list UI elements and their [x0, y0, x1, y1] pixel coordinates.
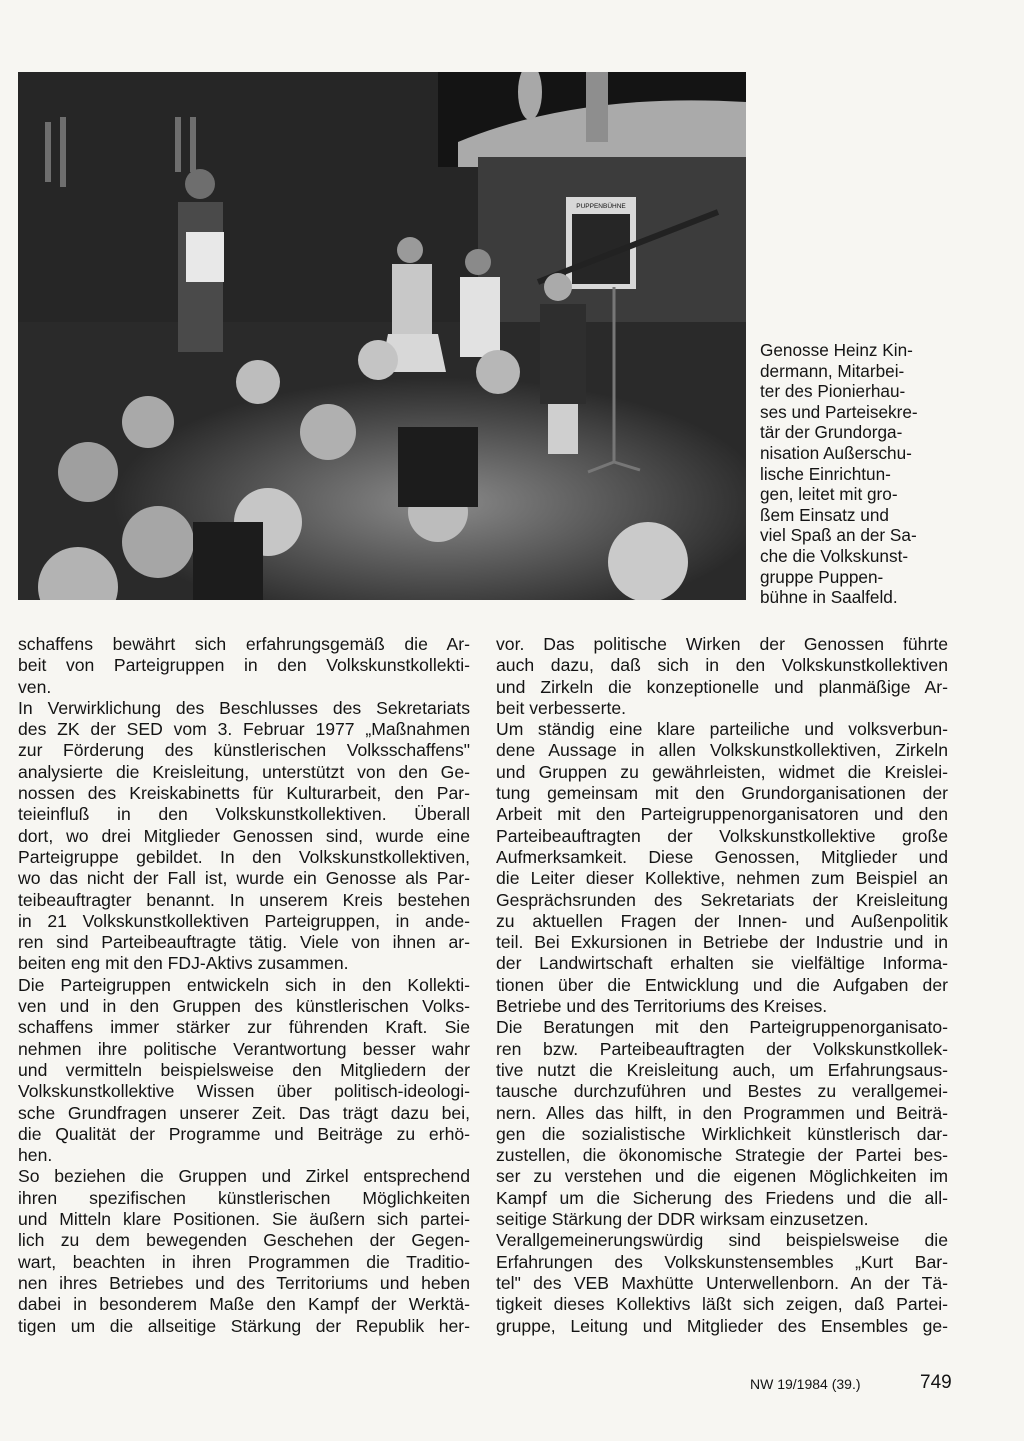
text-line: nossen des Kreiskabinetts für Kulturarbeit, den Par-	[18, 783, 470, 804]
text-line: Betriebe und des Territoriums des Kreises.	[496, 996, 828, 1017]
text-line: teil. Bei Exkursionen in Betriebe der Industrie und in	[496, 932, 948, 953]
text-line: teieinfluß in den Volkskunstkollektiven. Überall	[18, 804, 470, 825]
left-column	[18, 634, 470, 1337]
text-line: gen die sozialistische Wirklichkeit künstlerisch dar-	[496, 1123, 948, 1144]
caption-line: lische Einrichtun-	[760, 463, 891, 484]
caption-line: gruppe Puppen-	[760, 566, 884, 587]
text-line: In Verwirklichung des Beschlusses des Sekretariats	[18, 697, 470, 718]
caption-line: tär der Grundorga-	[760, 422, 903, 443]
caption-line: nisation Außerschu-	[760, 442, 912, 463]
text-line: nern. Alles das hilft, in den Programmen und Beiträ-	[496, 1102, 948, 1123]
text-line: schaffens immer stärker zur führenden Kraft. Sie	[18, 1017, 470, 1038]
text-line: beiten eng mit den FDJ-Aktivs zusammen.	[18, 953, 349, 974]
text-line: ven.	[18, 676, 52, 697]
text-line: Gesprächsrunden des Sekretariats der Kreisleitung	[496, 889, 948, 910]
caption-line: ter des Pionierhau-	[760, 381, 906, 402]
page-number: 749	[920, 1372, 952, 1393]
caption-line: ses und Parteisekre-	[760, 401, 918, 422]
photo	[18, 72, 746, 600]
text-line: tigen um die allseitige Stärkung der Republik her-	[18, 1315, 470, 1336]
text-line: Erfahrungen des Volkskunstensembles „Kurt Bar-	[496, 1251, 948, 1272]
text-line: tigkeit dieses Kollektivs läßt sich zeigen, daß Partei-	[496, 1294, 948, 1315]
text-line: Parteigruppe gebildet. In den Volkskunstkollektiven,	[18, 846, 470, 867]
text-line: tive nutzt die Kreisleitung auch, um Erfahrungsaus-	[496, 1059, 948, 1080]
text-line: und vermitteln beispielsweise den Mitgliedern der	[18, 1059, 470, 1080]
text-line: lich zu dem bewegenden Geschehen der Gegen-	[18, 1230, 470, 1251]
text-line: tung gemeinsam mit den Grundorganisationen der	[496, 783, 948, 804]
right-column	[496, 634, 948, 1337]
text-line: zur Förderung des künstlerischen Volksschaffens"	[18, 740, 470, 761]
text-line: So beziehen die Gruppen und Zirkel entsprechend	[18, 1166, 470, 1187]
caption-line: bühne in Saalfeld.	[760, 587, 898, 608]
text-line: nehmen ihre politische Verantwortung besser wahr	[18, 1038, 470, 1059]
text-line: nen ihres Betriebes und des Territoriums und heben	[18, 1272, 470, 1293]
caption-line: viel Spaß an der Sa-	[760, 525, 917, 546]
text-line: wo das nicht der Fall ist, wurde ein Genosse als Par-	[18, 868, 470, 889]
text-line: beit verbesserte.	[496, 697, 627, 718]
text-line: Aufmerksamkeit. Diese Genossen, Mitglieder und	[496, 846, 948, 867]
puppet-theatre-photo	[18, 72, 746, 600]
text-line: dene Aussage in allen Volkskunstkollektiven, Zirkeln	[496, 740, 948, 761]
text-line: wart, beachten in ihren Programmen die Traditio-	[18, 1251, 470, 1272]
text-line: sche Grundfragen unserer Zeit. Das trägt dazu bei,	[18, 1102, 470, 1123]
text-line: hen.	[18, 1145, 53, 1166]
text-line: vor. Das politische Wirken der Genossen führte	[496, 634, 948, 654]
text-line: ihren spezifischen künstlerischen Möglichkeiten	[18, 1187, 470, 1208]
text-line: Parteibeauftragten der Volkskunstkollektive große	[496, 825, 948, 846]
puppet-sign-text: PUPPENBÜHNE	[576, 203, 626, 210]
text-line: ren sind Parteibeauftragte tätig. Viele von ihnen ar-	[18, 932, 470, 953]
text-line: der Landwirtschaft erhalten sie vielfältige Informa-	[496, 953, 948, 974]
text-line: ser zu verstehen und die eigenen Möglichkeiten im	[496, 1166, 948, 1187]
text-line: tionen über die Entwicklung und die Aufgaben der	[496, 974, 948, 995]
caption-line: che die Volkskunst-	[760, 545, 909, 566]
text-line: und Mitteln klare Positionen. Sie äußern sich partei-	[18, 1209, 470, 1230]
text-line: teibeauftragter benannt. In unserem Kreis bestehen	[18, 889, 470, 910]
text-line: Um ständig eine klare parteiliche und volksverbun-	[496, 719, 948, 740]
text-line: Volkskunstkollektive Wissen über politisch-ideologi-	[18, 1081, 470, 1102]
text-line: zu aktuellen Fragen der Innen- und Außenpolitik	[496, 910, 948, 931]
text-line: Die Beratungen mit den Parteigruppenorganisato-	[496, 1017, 948, 1038]
text-line: und Gruppen zu gewährleisten, widmet die Kreislei-	[496, 761, 948, 782]
issue-reference: NW 19/1984 (39.)	[750, 1376, 861, 1392]
text-line: seitige Stärkung der DDR wirksam einzusetzen.	[496, 1209, 869, 1230]
caption-line: Genosse Heinz Kin-	[760, 340, 913, 360]
text-line: in 21 Volkskunstkollektiven Parteigruppen, in ande-	[18, 910, 470, 931]
caption-line: gen, leitet mit gro-	[760, 484, 898, 505]
text-line: und Zirkeln die konzeptionelle und planmäßige Ar-	[496, 676, 948, 697]
text-line: Verallgemeinerungswürdig sind beispielsweise die	[496, 1230, 948, 1251]
text-line: gruppe, Leitung und Mitglieder des Ensembles ge-	[496, 1315, 948, 1336]
text-line: des ZK der SED vom 3. Februar 1977 „Maßnahmen	[18, 719, 470, 740]
photo-caption	[760, 340, 970, 608]
text-line: Kampf um die Sicherung des Friedens und die all-	[496, 1187, 948, 1208]
text-line: die Qualität der Programme und Beiträge zu erhö-	[18, 1123, 470, 1144]
text-line: tel" des VEB Maxhütte Unterwellenborn. An der Tä-	[496, 1272, 948, 1293]
text-line: tausche durchzuführen und Bestes zu verallgemei-	[496, 1081, 948, 1102]
text-line: analysierte die Kreisleitung, unterstützt von den Ge-	[18, 761, 470, 782]
text-line: beit von Parteigruppen in den Volkskunstkollekti-	[18, 655, 470, 676]
caption-line: ßem Einsatz und	[760, 504, 889, 525]
text-line: ven und in den Gruppen des künstlerischen Volks-	[18, 996, 470, 1017]
text-line: schaffens bewährt sich erfahrungsgemäß die Ar-	[18, 634, 470, 654]
text-line: ren bzw. Parteibeauftragten der Volkskunstkollek-	[496, 1038, 948, 1059]
text-line: dabei in besonderem Maße den Kampf der Werktä-	[18, 1294, 470, 1315]
text-line: zustellen, die ökonomische Strategie der Partei bes-	[496, 1145, 948, 1166]
text-line: auch dazu, daß sich in den Volkskunstkollektiven	[496, 655, 948, 676]
text-line: dort, wo drei Mitglieder Genossen sind, wurde eine	[18, 825, 470, 846]
text-line: Arbeit mit den Parteigruppenorganisatoren und den	[496, 804, 948, 825]
text-line: die Leiter dieser Kollektive, nehmen zum Beispiel an	[496, 868, 948, 889]
text-line: Die Parteigruppen entwickeln sich in den Kollekti-	[18, 974, 470, 995]
caption-line: dermann, Mitarbei-	[760, 360, 905, 381]
